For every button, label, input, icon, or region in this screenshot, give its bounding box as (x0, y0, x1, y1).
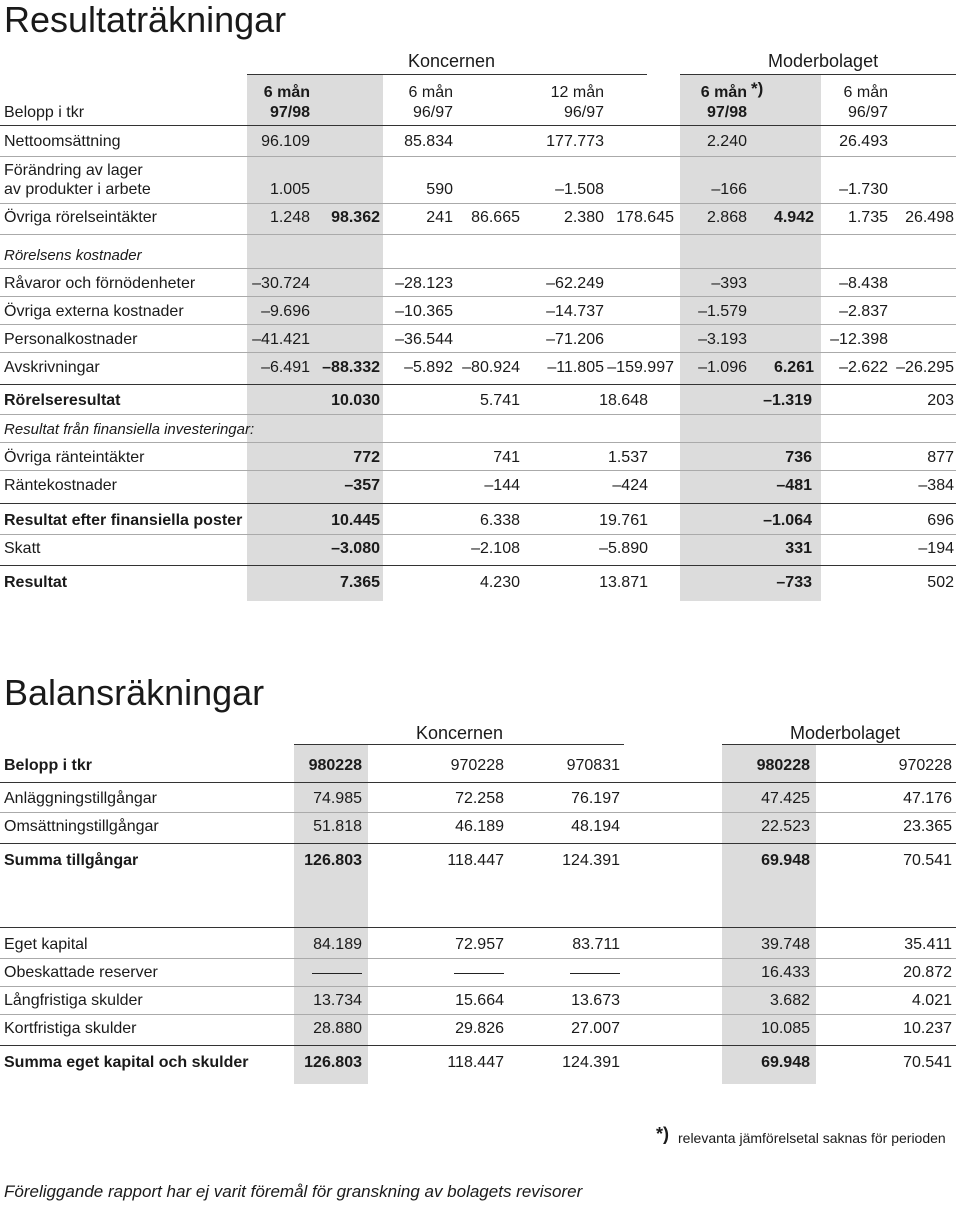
value-summa-tillgangar-col5: 70.541 (903, 852, 952, 869)
value-kortfristiga-col1: 28.880 (313, 1020, 362, 1037)
row-label-rorelseresultat: Rörelseresultat (4, 392, 121, 409)
footnote-marker: *) (656, 1124, 669, 1144)
row-rule (0, 296, 956, 297)
section-rule (0, 565, 956, 566)
balans-col4-header: 980228 (756, 757, 810, 774)
value-rantekostnader-col2: –144 (484, 477, 520, 494)
section-rule (0, 927, 956, 928)
value-avskrivningar-col3: –11.805 (547, 359, 604, 376)
balans-rule-moderbolaget (722, 744, 956, 745)
resultat-col4-footnote-marker: *) (751, 79, 764, 98)
row-label-avskrivningar: Avskrivningar (4, 359, 100, 376)
value-obeskattade-col4: 16.433 (761, 964, 810, 981)
value-personal-col2: –36.544 (395, 331, 453, 348)
value-obeskattade-col5: 20.872 (903, 964, 952, 981)
value-anlaggning-col4: 47.425 (761, 790, 810, 807)
value-forandring-col4: –166 (711, 181, 747, 198)
value-rantekostnader-col1: –357 (344, 477, 380, 494)
row-label-ravaror: Råvaror och förnödenheter (4, 275, 196, 292)
value-nettoomsattning-col5: 26.493 (839, 133, 888, 150)
sum-ovriga-intakter-col2: 86.665 (471, 209, 520, 226)
value-personal-col3: –71.206 (546, 331, 604, 348)
value-ovriga-intakter-col1: 1.248 (269, 209, 310, 226)
disclaimer-text: Föreliggande rapport har ej varit föremål för granskning av bolagets revisorer (4, 1182, 583, 1201)
balans-col1-header: 980228 (308, 757, 362, 774)
section-rule (0, 1045, 956, 1046)
value-kortfristiga-col4: 10.085 (761, 1020, 810, 1037)
resultat-col4-header-bottom: 97/98 (706, 104, 747, 121)
value-ravaror-col2: –28.123 (395, 275, 453, 292)
row-rule (0, 812, 956, 813)
value-omsattning-col1: 51.818 (313, 818, 362, 835)
value-ovriga-intakter-col4: 2.868 (706, 209, 747, 226)
value-rantekostnader-col4: –481 (776, 477, 812, 494)
value-kortfristiga-col2: 29.826 (455, 1020, 504, 1037)
value-summa-eget-col4: 69.948 (761, 1054, 810, 1071)
resultat-title: Resultaträkningar (4, 0, 287, 40)
value-skatt-col1: –3.080 (331, 540, 380, 557)
value-eget-kapital-col2: 72.957 (455, 936, 504, 953)
value-summa-tillgangar-col1: 126.803 (304, 852, 362, 869)
value-langfristiga-col4: 3.682 (769, 992, 810, 1009)
value-externa-col1: –9.696 (261, 303, 310, 320)
row-rule (0, 156, 956, 157)
value-resultat-col3: 13.871 (599, 574, 648, 591)
row-rule (0, 352, 956, 353)
value-eget-kapital-col1: 84.189 (313, 936, 362, 953)
value-rantekostnader-col3: –424 (612, 477, 648, 494)
value-externa-col4: –1.579 (698, 303, 747, 320)
value-langfristiga-col3: 13.673 (571, 992, 620, 1009)
value-skatt-col2: –2.108 (471, 540, 520, 557)
balans-group-moderbolaget: Moderbolaget (790, 723, 901, 743)
row-rule (0, 268, 956, 269)
resultat-col1-header-top: 6 mån (263, 84, 310, 101)
balans-rule-koncernen (294, 744, 624, 745)
value-langfristiga-col5: 4.021 (911, 992, 952, 1009)
value-summa-eget-col3: 124.391 (562, 1054, 620, 1071)
empty-dash-col2 (454, 973, 504, 974)
resultat-col3-header-top: 12 mån (550, 84, 604, 101)
row-label-omsattning: Omsättningstillgångar (4, 818, 159, 835)
row-rule (0, 958, 956, 959)
value-forandring-col1: 1.005 (269, 181, 310, 198)
row-rule (0, 234, 956, 235)
value-kortfristiga-col3: 27.007 (571, 1020, 620, 1037)
value-ravaror-col3: –62.249 (546, 275, 604, 292)
value-summa-eget-col5: 70.541 (903, 1054, 952, 1071)
value-externa-col2: –10.365 (395, 303, 453, 320)
value-forandring-col2: 590 (426, 181, 453, 198)
row-label-forandring-line1: Förändring av lager (4, 162, 143, 179)
value-summa-tillgangar-col3: 124.391 (562, 852, 620, 869)
value-resultat-col2: 4.230 (479, 574, 520, 591)
value-langfristiga-col2: 15.664 (455, 992, 504, 1009)
value-omsattning-col5: 23.365 (903, 818, 952, 835)
value-eget-kapital-col5: 35.411 (904, 936, 952, 953)
resultat-col5-header-bottom: 96/97 (847, 104, 888, 121)
value-avskrivningar-col5: –2.622 (839, 359, 888, 376)
value-resultat-col4: –733 (776, 574, 812, 591)
value-avskrivningar-col1: –6.491 (261, 359, 310, 376)
resultat-header-rule (0, 125, 956, 126)
value-langfristiga-col1: 13.734 (313, 992, 362, 1009)
row-label-kortfristiga: Kortfristiga skulder (4, 1020, 137, 1037)
empty-dash-col3 (570, 973, 620, 974)
balans-col2-header: 970228 (450, 757, 504, 774)
value-kortfristiga-col5: 10.237 (903, 1020, 952, 1037)
value-omsattning-col2: 46.189 (455, 818, 504, 835)
section-rule (0, 384, 956, 385)
row-rule (0, 470, 956, 471)
value-efter-finans-col3: 19.761 (599, 512, 648, 529)
resultat-col5-header-top: 6 mån (843, 84, 888, 101)
value-skatt-col3: –5.890 (599, 540, 648, 557)
value-efter-finans-col1: 10.445 (331, 512, 380, 529)
row-label-resultat: Resultat (4, 574, 68, 591)
row-label-personal: Personalkostnader (4, 331, 138, 348)
value-rorelseresultat-col2: 5.741 (479, 392, 520, 409)
value-summa-tillgangar-col4: 69.948 (761, 852, 810, 869)
value-externa-col3: –14.737 (546, 303, 604, 320)
value-rorelseresultat-col5: 203 (927, 392, 954, 409)
row-label-forandring-line2: av produkter i arbete (4, 181, 151, 198)
value-nettoomsattning-col1: 96.109 (261, 133, 310, 150)
balans-group-koncernen: Koncernen (416, 723, 504, 743)
resultat-col2-header-bottom: 96/97 (412, 104, 453, 121)
footnote-text: relevanta jämförelsetal saknas för perioden (678, 1130, 946, 1146)
sum-ovriga-intakter-col1: 98.362 (331, 209, 380, 226)
section-rule (0, 843, 956, 844)
section-heading-kostnader: Rörelsens kostnader (4, 247, 142, 264)
row-label-externa: Övriga externa kostnader (4, 303, 184, 320)
resultat-group-koncernen: Koncernen (408, 51, 496, 71)
value-nettoomsattning-col2: 85.834 (404, 133, 453, 150)
sum-avskrivningar-col1: –88.332 (322, 359, 380, 376)
row-label-skatt: Skatt (4, 540, 41, 557)
resultat-col4-header-top: 6 mån (700, 84, 747, 101)
row-rule (0, 986, 956, 987)
resultat-col2-header-top: 6 mån (408, 84, 453, 101)
value-skatt-col4: 331 (785, 540, 812, 557)
row-label-ranteintakter: Övriga ränteintäkter (4, 449, 145, 466)
resultat-group-moderbolaget: Moderbolaget (768, 51, 879, 71)
value-rantekostnader-col5: –384 (918, 477, 954, 494)
sum-ovriga-intakter-col5: 26.498 (905, 209, 954, 226)
row-label-eget-kapital: Eget kapital (4, 936, 88, 953)
resultat-col1-header-bottom: 97/98 (269, 104, 310, 121)
resultat-belopp-label: Belopp i tkr (4, 104, 85, 121)
row-rule (0, 442, 956, 443)
value-ranteintakter-col2: 741 (493, 449, 520, 466)
row-label-efter-finans: Resultat efter finansiella poster (4, 512, 243, 529)
value-eget-kapital-col3: 83.711 (572, 936, 620, 953)
value-rorelseresultat-col1: 10.030 (331, 392, 380, 409)
value-ovriga-intakter-col3: 2.380 (563, 209, 604, 226)
row-label-obeskattade: Obeskattade reserver (4, 964, 158, 981)
value-eget-kapital-col4: 39.748 (761, 936, 810, 953)
value-avskrivningar-col2: –5.892 (404, 359, 453, 376)
value-summa-tillgangar-col2: 118.447 (447, 852, 504, 869)
row-label-rantekostnader: Räntekostnader (4, 477, 117, 494)
value-ravaror-col1: –30.724 (252, 275, 310, 292)
section-rule (0, 503, 956, 504)
value-personal-col5: –12.398 (830, 331, 888, 348)
value-rorelseresultat-col3: 18.648 (599, 392, 648, 409)
resultat-col3-header-bottom: 96/97 (563, 104, 604, 121)
sum-ovriga-intakter-col4: 4.942 (773, 209, 814, 226)
value-summa-eget-col2: 118.447 (447, 1054, 504, 1071)
value-anlaggning-col1: 74.985 (313, 790, 362, 807)
value-ovriga-intakter-col2: 241 (426, 209, 453, 226)
row-rule (0, 534, 956, 535)
value-ranteintakter-col1: 772 (353, 449, 380, 466)
value-personal-col1: –41.421 (252, 331, 310, 348)
sum-avskrivningar-col2: –80.924 (462, 359, 520, 376)
balans-belopp-label: Belopp i tkr (4, 757, 93, 774)
row-label-langfristiga: Långfristiga skulder (4, 992, 143, 1009)
value-avskrivningar-col4: –1.096 (698, 359, 747, 376)
balans-title: Balansräkningar (4, 672, 265, 713)
resultat-rule-moderbolaget (680, 74, 956, 75)
value-ovriga-intakter-col5: 1.735 (847, 209, 888, 226)
value-personal-col4: –3.193 (698, 331, 747, 348)
row-label-ovriga-intakter: Övriga rörelseintäkter (4, 209, 157, 226)
row-rule (0, 324, 956, 325)
row-rule (0, 1014, 956, 1015)
row-label-anlaggning: Anläggningstillgångar (4, 790, 157, 807)
value-externa-col5: –2.837 (839, 303, 888, 320)
value-forandring-col3: –1.508 (555, 181, 604, 198)
sum-avskrivningar-col3: –159.997 (607, 359, 674, 376)
row-label-summa-eget: Summa eget kapital och skulder (4, 1054, 249, 1071)
sum-avskrivningar-col5: –26.295 (896, 359, 954, 376)
value-efter-finans-col2: 6.338 (479, 512, 520, 529)
value-efter-finans-col4: –1.064 (763, 512, 812, 529)
value-summa-eget-col1: 126.803 (304, 1054, 362, 1071)
value-anlaggning-col2: 72.258 (455, 790, 504, 807)
section-heading-finans: Resultat från finansiella investeringar: (4, 421, 255, 438)
value-resultat-col5: 502 (927, 574, 954, 591)
row-label-nettoomsattning: Nettoomsättning (4, 133, 121, 150)
row-rule (0, 414, 956, 415)
section-rule (0, 782, 956, 783)
value-anlaggning-col3: 76.197 (571, 790, 620, 807)
sum-ovriga-intakter-col3: 178.645 (616, 209, 674, 226)
value-efter-finans-col5: 696 (927, 512, 954, 529)
value-ranteintakter-col4: 736 (785, 449, 812, 466)
row-label-summa-tillgangar: Summa tillgångar (4, 852, 139, 869)
value-ravaror-col5: –8.438 (839, 275, 888, 292)
value-omsattning-col3: 48.194 (571, 818, 620, 835)
value-forandring-col5: –1.730 (839, 181, 888, 198)
value-rorelseresultat-col4: –1.319 (763, 392, 812, 409)
balans-col5-header: 970228 (898, 757, 952, 774)
value-resultat-col1: 7.365 (339, 574, 380, 591)
value-nettoomsattning-col3: 177.773 (546, 133, 604, 150)
value-skatt-col5: –194 (918, 540, 954, 557)
balans-col3-header: 970831 (566, 757, 620, 774)
sum-avskrivningar-col4: 6.261 (773, 359, 814, 376)
value-nettoomsattning-col4: 2.240 (706, 133, 747, 150)
resultat-rule-koncernen (247, 74, 647, 75)
value-ranteintakter-col3: 1.537 (607, 449, 648, 466)
empty-dash-col1 (312, 973, 362, 974)
value-omsattning-col4: 22.523 (761, 818, 810, 835)
value-anlaggning-col5: 47.176 (903, 790, 952, 807)
value-ravaror-col4: –393 (711, 275, 747, 292)
value-ranteintakter-col5: 877 (927, 449, 954, 466)
row-rule (0, 203, 956, 204)
